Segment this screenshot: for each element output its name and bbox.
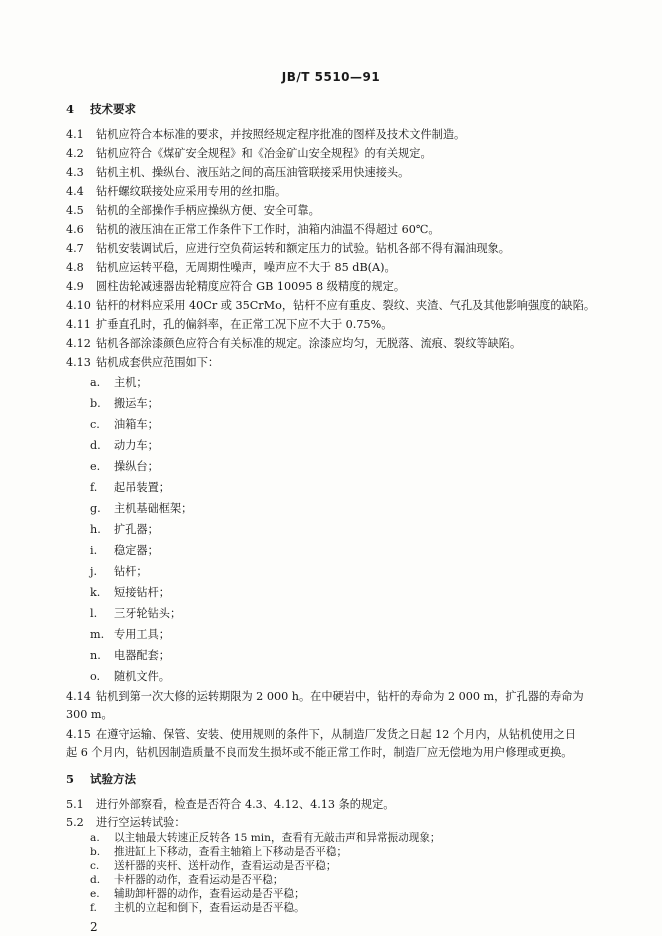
clause-text: 进行空运转试验：: [96, 816, 186, 829]
clause-4-15: [66, 728, 576, 742]
list-item: b. 搬运车；: [90, 397, 159, 410]
clause-text: 钻机的液压油在正常工作条件下工作时，油箱内油温不得超过 60℃。: [96, 223, 440, 236]
clause-number: 4.9: [66, 280, 84, 293]
page-header: [0, 70, 662, 84]
section-number: 5: [66, 772, 75, 786]
clause-number: 4.2: [66, 147, 84, 160]
clause-number: 4.6: [66, 223, 84, 236]
clause-4-5: [66, 204, 320, 218]
clause-4-12: [66, 337, 521, 351]
page-number: 2: [90, 920, 98, 934]
clause-4-9: [66, 280, 405, 294]
clause-text: 扩垂直孔时，孔的偏斜率，在正常工况下应不大于 0.75%。: [96, 318, 393, 331]
clause-4-2: [66, 147, 432, 161]
clause-text: 钻机各部涂漆颜色应符合有关标准的规定。涂漆应均匀，无脱落、流痕、裂纹等缺陷。: [96, 337, 522, 350]
clause-text: 圆柱齿轮减速器齿轮精度应符合 GB 10095 8 级精度的规定。: [96, 280, 406, 293]
list-item: e. 辅助卸杆器的动作，查看运动是否平稳；: [90, 888, 305, 900]
list-item: o. 随机文件。: [90, 670, 170, 683]
clause-5-2: [66, 816, 186, 830]
list-item: f. 起吊装置；: [90, 481, 170, 494]
section-title: 试验方法: [90, 772, 136, 786]
clause-number: 4.4: [66, 185, 84, 198]
list-item: n. 电器配套；: [90, 649, 170, 662]
list-item: f. 主机的立起和倒下，查看运动是否平稳。: [90, 902, 305, 914]
clause-4-3: [66, 166, 409, 180]
clause-number: 4.12: [66, 337, 91, 350]
list-item: c. 油箱车；: [90, 418, 159, 431]
clause-number: 5.1: [66, 798, 84, 811]
list-item: e. 操纵台；: [90, 460, 159, 473]
list-item: m. 专用工具；: [90, 628, 170, 641]
clause-text: 在遵守运输、保管、安装、使用规则的条件下，从制造厂发货之日起 12 个月内，从钻机使用之日: [96, 728, 577, 741]
clause-4-6: [66, 223, 440, 237]
list-item: h. 扩孔器；: [90, 523, 159, 536]
clause-4-8: [66, 261, 396, 275]
clause-text: 钻机应运转平稳，无周期性噪声，噪声应不大于 85 dB(A)。: [96, 261, 396, 274]
standard-code: JB/T 5510—91: [281, 70, 381, 84]
clause-4-1: [66, 128, 465, 142]
clause-text: 钻机到第一次大修的运转期限为 2 000 h。在中硬岩中，钻杆的寿命为 2 000 m，扩孔器的寿命为: [96, 690, 584, 703]
clause-text: 钻机应符合《煤矿安全规程》和《冶金矿山安全规程》的有关规定。: [96, 147, 432, 160]
clause-number: 4.7: [66, 242, 84, 255]
clause-number: 4.8: [66, 261, 84, 274]
clause-5-1: [66, 798, 394, 812]
list-item: g. 主机基础框架；: [90, 502, 193, 515]
clause-4-15-continued: 起 6 个月内，钻机因制造质量不良而发生损坏或不能正常工作时，制造厂应无偿地为用户修理或更换。: [66, 746, 573, 759]
clause-number: 4.1: [66, 128, 84, 141]
clause-number: 4.15: [66, 728, 91, 741]
clause-text: 钻机的全部操作手柄应操纵方便、安全可靠。: [96, 204, 320, 217]
clause-4-10: [66, 299, 595, 313]
list-item: i. 稳定器；: [90, 544, 159, 557]
section-5-heading: [66, 772, 136, 786]
clause-4-4: [66, 185, 286, 199]
list-item: c. 送杆器的夹杆、送杆动作，查看运动是否平稳；: [90, 860, 337, 872]
clause-number: 4.3: [66, 166, 84, 179]
list-item: k. 短接钻杆；: [90, 586, 170, 599]
clause-number: 4.10: [66, 299, 91, 312]
list-item: l. 三牙轮钻头；: [90, 607, 182, 620]
clause-text: 钻机主机、操纵台、液压站之间的高压油管联接采用快速接头。: [96, 166, 410, 179]
list-item: j. 钻杆；: [90, 565, 148, 578]
list-item: a. 以主轴最大转速正反转各 15 min，查看有无敲击声和异常振动现象；: [90, 832, 441, 844]
list-item: a. 主机；: [90, 376, 148, 389]
section-4-heading: [66, 102, 136, 116]
clause-4-7: [66, 242, 510, 256]
clause-text: 钻机成套供应范围如下：: [96, 356, 220, 369]
clause-4-11: [66, 318, 392, 332]
clause-number: 5.2: [66, 816, 84, 829]
clause-number: 4.11: [66, 318, 91, 331]
section-number: 4: [66, 102, 75, 116]
list-item: d. 动力车；: [90, 439, 159, 452]
clause-number: 4.13: [66, 356, 91, 369]
list-item: b. 推进缸上下移动，查看主轴箱上下移动是否平稳；: [90, 846, 348, 858]
clause-text: 钻杆螺纹联接处应采用专用的丝扣脂。: [96, 185, 287, 198]
clause-text: 进行外部察看，检查是否符合 4.3、4.12、4.13 条的规定。: [96, 798, 395, 811]
clause-number: 4.14: [66, 690, 91, 703]
list-item: d. 卡杆器的动作，查看运动是否平稳；: [90, 874, 284, 886]
clause-number: 4.5: [66, 204, 84, 217]
clause-4-14: [66, 690, 584, 704]
clause-text: 钻机应符合本标准的要求，并按照经规定程序批准的图样及技术文件制造。: [96, 128, 466, 141]
section-title: 技术要求: [90, 102, 136, 116]
clause-text: 钻杆的材料应采用 40Cr 或 35CrMo，钻杆不应有重皮、裂纹、夹渣、气孔及其他影响强度的缺陷。: [96, 299, 596, 312]
clause-4-14-continued: 300 m。: [66, 708, 113, 721]
clause-text: 钻机安装调试后，应进行空负荷运转和额定压力的试验。钻机各部不得有漏油现象。: [96, 242, 510, 255]
clause-4-13: [66, 356, 219, 370]
